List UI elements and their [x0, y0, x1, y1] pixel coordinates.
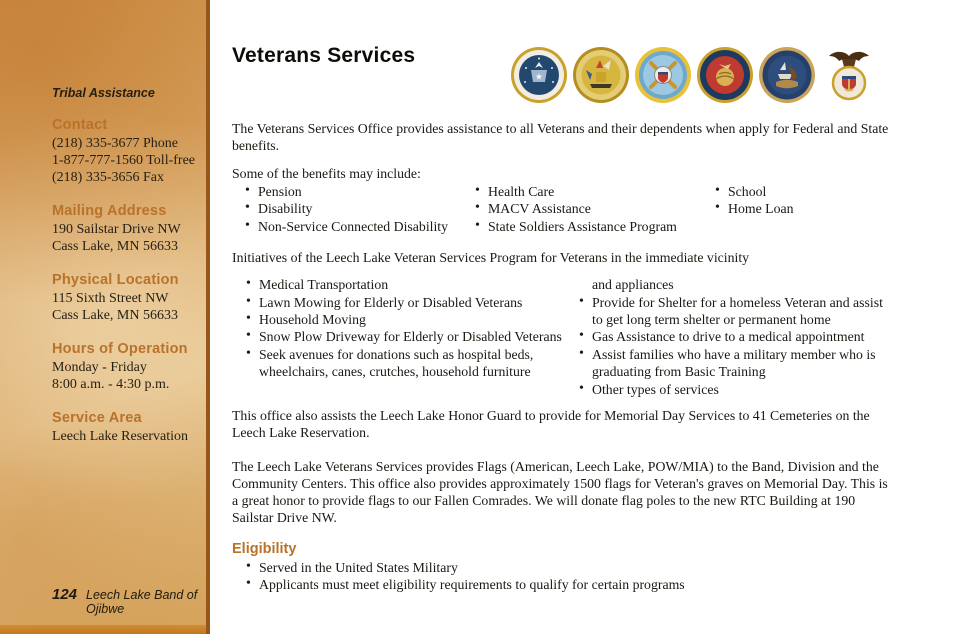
navy-seal-icon	[758, 46, 816, 104]
eagle-crest-seal-icon	[820, 46, 878, 104]
phone-line: (218) 335-3677 Phone	[52, 136, 178, 151]
hours-time-line: 8:00 a.m. - 4:30 p.m.	[52, 377, 170, 392]
list-item: • Home Loan	[714, 200, 892, 217]
sidebar	[0, 0, 210, 634]
sidebar-section-physical-location	[52, 272, 196, 324]
marine-corps-seal-icon	[696, 46, 754, 104]
service-area-heading: Service Area	[52, 410, 142, 426]
mailing-address-heading: Mailing Address	[52, 203, 167, 219]
list-item: • School	[714, 183, 892, 200]
page-number: 124	[52, 586, 78, 603]
air-force-seal-icon	[510, 46, 568, 104]
article-body	[232, 120, 892, 594]
list-item: • Other types of services	[578, 381, 892, 398]
list-item: • Disability	[244, 200, 474, 217]
benefits-lead: Some of the benefits may include:	[232, 166, 421, 181]
initiatives-lead: Initiatives of the Leech Lake Veteran Services Program for Veterans in the immediate vicinity	[232, 250, 750, 266]
army-seal-icon	[572, 46, 630, 104]
sidebar-section-service-area	[52, 410, 196, 445]
list-item: • Assist families who have a military member who is graduating from Basic Training	[578, 346, 892, 381]
intro-paragraph: The Veterans Services Office provides assistance to all Veterans and their dependents when apply for Federal and State benefits.	[232, 121, 889, 153]
sidebar-section-mailing-address	[52, 203, 196, 255]
list-item: • Seek avenues for donations such as hospital beds, wheelchairs, canes, crutches, household furniture	[245, 346, 568, 381]
list-item: • Served in the United States Military	[245, 559, 892, 576]
sidebar-section-hours	[52, 341, 196, 393]
list-item: • Snow Plow Driveway for Elderly or Disabled Veterans	[245, 328, 568, 345]
benefits-column-2	[474, 183, 714, 235]
list-item: • Health Care	[474, 183, 714, 200]
mailing-address-line: Cass Lake, MN 56633	[52, 239, 178, 254]
book-title: Leech Lake Band of Ojibwe	[86, 588, 198, 616]
eligibility-heading: Eligibility	[232, 541, 297, 558]
list-item: • Medical Transportation	[245, 276, 568, 293]
list-item: • Provide for Shelter for a homeless Veteran and assist to get long term shelter or permanent home	[578, 294, 892, 329]
contact-heading: Contact	[52, 117, 108, 133]
eligibility-list	[232, 559, 892, 594]
honor-guard-paragraph: This office also assists the Leech Lake Honor Guard to provide for Memorial Day Services to 41 Cemeteries on the Leech Lake Reservation.	[232, 408, 870, 441]
main-content	[214, 0, 958, 634]
list-item: • Applicants must meet eligibility requirements to qualify for certain programs	[245, 576, 892, 593]
sidebar-section-contact	[52, 117, 196, 186]
initiatives-column-left	[232, 276, 568, 398]
service-area-line: Leech Lake Reservation	[52, 429, 189, 444]
wrapped-continuation-text: and appliances	[592, 277, 674, 293]
list-item: • Gas Assistance to drive to a medical appointment	[578, 328, 892, 345]
hours-days-line: Monday - Friday	[52, 360, 147, 375]
physical-location-line: Cass Lake, MN 56633	[52, 308, 178, 323]
list-item: • State Soldiers Assistance Program	[474, 218, 714, 235]
page-footer	[52, 586, 206, 616]
benefits-list	[232, 183, 892, 235]
flags-paragraph: The Leech Lake Veterans Services provides Flags (American, Leech Lake, POW/MIA) to the Band, Division and the Community Centers. This office also provides approximately 1500 flags for Veteran's graves on Memorial Day. This is a great honor to provide flags to our Fallen Comrades. We will donate flag poles to the new RTC Building at 190 Sailstar Drive NW.	[232, 459, 888, 526]
physical-location-heading: Physical Location	[52, 272, 179, 288]
physical-location-line: 115 Sixth Street NW	[52, 291, 169, 306]
initiatives-column-right	[568, 276, 892, 398]
benefits-column-1	[232, 183, 474, 235]
initiatives-list	[232, 276, 892, 398]
page-title: Veterans Services	[232, 44, 416, 67]
sidebar-kicker: Tribal Assistance	[52, 86, 155, 100]
benefits-column-3	[714, 183, 892, 235]
coast-guard-seal-icon	[634, 46, 692, 104]
tollfree-line: 1-877-777-1560 Toll-free	[52, 153, 196, 168]
list-item: • Household Moving	[245, 311, 568, 328]
list-item: • Lawn Mowing for Elderly or Disabled Veterans	[245, 294, 568, 311]
list-item: • Pension	[244, 183, 474, 200]
mailing-address-line: 190 Sailstar Drive NW	[52, 222, 181, 237]
list-item: • MACV Assistance	[474, 200, 714, 217]
hours-heading: Hours of Operation	[52, 341, 188, 357]
list-item: • Non-Service Connected Disability	[244, 218, 474, 235]
military-seals-row	[510, 46, 878, 104]
fax-line: (218) 335-3656 Fax	[52, 170, 164, 185]
